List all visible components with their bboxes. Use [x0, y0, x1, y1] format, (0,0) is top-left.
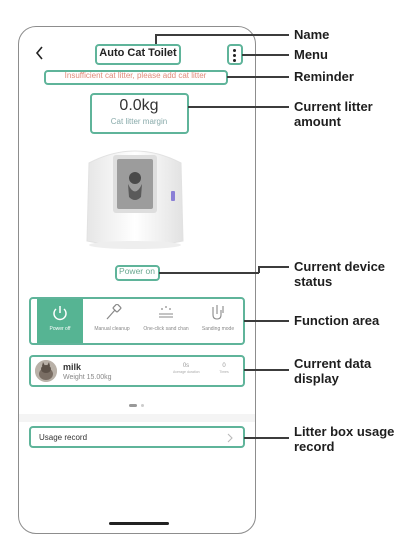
manual-cleanup-button[interactable] [89, 299, 135, 343]
cat-photo-icon [35, 360, 57, 382]
leader-status-h2 [258, 266, 289, 268]
callout-reminder: Reminder [294, 69, 354, 84]
callout-status: Current device status [294, 259, 386, 289]
chevron-right-icon [227, 433, 233, 443]
back-arrow-icon[interactable] [33, 44, 47, 62]
power-off-button[interactable] [37, 299, 83, 343]
average-duration-label: Average duration [173, 370, 200, 374]
callout-data: Current data display [294, 356, 372, 386]
power-off-label: Power off [49, 326, 71, 332]
pager-dot-active [129, 404, 137, 407]
power-icon [50, 304, 70, 322]
sanding-mode-label: Sanding mode [201, 326, 235, 332]
leader-litter [188, 106, 289, 108]
usage-record-label: Usage record [39, 433, 88, 442]
device-name: Auto Cat Toilet [99, 47, 177, 59]
leader-status [159, 272, 259, 274]
home-indicator [109, 522, 169, 525]
average-duration-stat [173, 362, 199, 375]
times-label: Times [219, 370, 229, 374]
callout-litter: Current litter amount [294, 99, 373, 129]
callout-function: Function area [294, 313, 380, 328]
leader-reminder [227, 76, 289, 78]
litter-box-device-image [81, 141, 189, 249]
manual-cleanup-label: Manual cleanup [94, 326, 130, 332]
sanding-mode-button[interactable] [195, 299, 241, 343]
pet-name: milk [63, 362, 82, 372]
pager-dot [141, 404, 144, 407]
callout-name: Name [294, 27, 330, 42]
callout-menu: Menu [294, 47, 328, 62]
function-area [29, 297, 245, 345]
average-duration-value: 0s [182, 363, 190, 369]
device-status: Power on [119, 266, 155, 276]
leader-data [244, 369, 289, 371]
litter-value: 0.0kg [119, 97, 159, 114]
litter-label: Cat litter margin [110, 117, 168, 126]
reminder-text: Insufficient cat litter, please add cat litter [64, 71, 207, 80]
phone-screen [18, 26, 256, 534]
section-divider [19, 414, 256, 422]
times-stat [211, 362, 237, 375]
times-value: 0 [222, 363, 226, 369]
data-display [29, 355, 245, 387]
usage-record-row[interactable] [29, 426, 245, 448]
pet-weight: Weight 15.00kg [63, 374, 112, 381]
litter-amount [90, 94, 188, 134]
leader-usage [244, 437, 289, 439]
sand-level-label: One-click sand chan [143, 326, 189, 332]
callout-usage: Litter box usage record [294, 424, 395, 454]
leader-name-h [155, 34, 289, 36]
leader-menu [242, 54, 289, 56]
pet-avatar[interactable] [35, 360, 57, 382]
sand-level-button[interactable] [143, 299, 189, 343]
leader-function [244, 320, 289, 322]
shovel-icon [102, 304, 122, 322]
leader-name-v [155, 34, 157, 44]
sand-level-icon [156, 304, 176, 322]
sanding-icon [208, 304, 228, 322]
menu-button[interactable] [228, 45, 242, 65]
